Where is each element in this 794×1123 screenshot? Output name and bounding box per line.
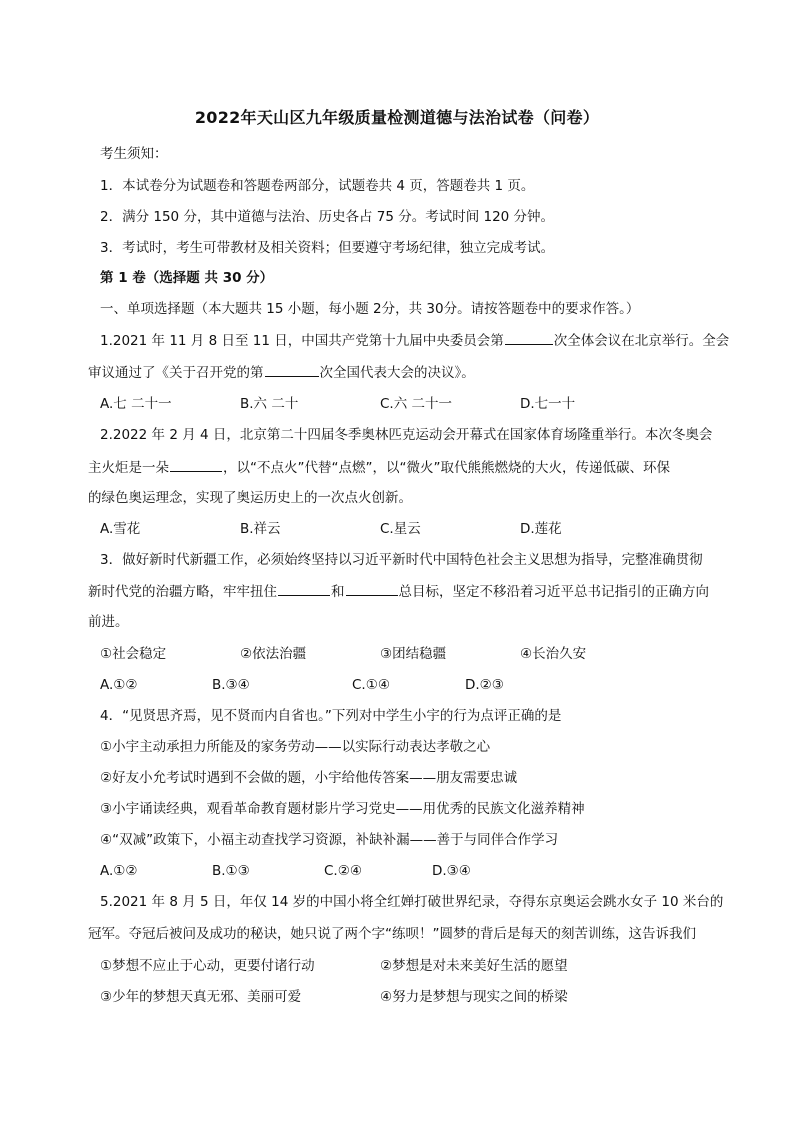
choice-item: ①小宇主动承担力所能及的家务劳动——以实际行动表达孝敬之心: [100, 739, 491, 755]
question-2-line-1: 2.2022 年 2 月 4 日，北京第二十四届冬季奥林匹克运动会开幕式在国家体育场隆重举行。本次冬奥会: [100, 427, 713, 443]
option-c: C.星云: [380, 521, 421, 537]
choice-item: ④长治久安: [520, 646, 587, 662]
option-d: D.②③: [465, 677, 504, 693]
option-b: B.祥云: [240, 521, 281, 537]
answer-blank: [505, 330, 553, 345]
choice-item: ③团结稳疆: [380, 646, 447, 662]
option-a: A.雪花: [100, 521, 141, 537]
answer-blank: [265, 362, 319, 377]
choice-item: ③小宇诵读经典，观看革命教育题材影片学习党史——用优秀的民族文化滋养精神: [100, 801, 585, 817]
notice-heading: 考生须知：: [100, 146, 168, 162]
question-2-line-2: 主火炬是一朵 ，以“不点火”代替“点燃”，以“微火”取代熊熊燃烧的大火，传递低碳、环保: [88, 457, 670, 478]
choice-item: ③少年的梦想天真无邪、美丽可爱: [100, 989, 302, 1005]
option-b: B.六 二十: [240, 396, 299, 412]
option-b: B.③④: [212, 677, 250, 693]
choice-item: ④“双减”政策下，小福主动查找学习资源，补缺补漏——善于与同伴合作学习: [100, 832, 559, 848]
option-a: A.七 二十一: [100, 396, 172, 412]
choice-item: ①梦想不应止于心动，更要付诸行动: [100, 958, 315, 974]
option-d: D.七一十: [520, 396, 576, 412]
question-5-line-1: 5.2021 年 8 月 5 日，年仅 14 岁的中国小将全红婵打破世界纪录，夺得东京奥运会跳水女子 10 米台的: [100, 894, 724, 910]
question-4-stem: 4．“见贤思齐焉，见不贤而内自省也。”下列对中学生小宇的行为点评正确的是: [100, 708, 562, 724]
option-a: A.①②: [100, 863, 138, 879]
question-1-line-1: 1.2021 年 11 月 8 日至 11 日，中国共产党第十九届中央委员会第 次全体会议在北京举行。全会: [100, 330, 729, 351]
question-3-line-3: 前进。: [88, 614, 129, 630]
option-c: C.②④: [324, 863, 362, 879]
choice-item: ①社会稳定: [100, 646, 167, 662]
option-b: B.①③: [212, 863, 250, 879]
notice-item: 1．本试卷分为试题卷和答题卷两部分，试题卷共 4 页，答题卷共 1 页。: [100, 178, 535, 194]
page-title: 2022年天山区九年级质量检测道德与法治试卷（问卷）: [194, 108, 600, 127]
question-5-line-2: 冠军。夺冠后被问及成功的秘诀，她只说了两个字“练呗！”圆梦的背后是每天的刻苦训练，这告诉我们: [88, 926, 696, 942]
answer-blank: [278, 581, 330, 596]
question-3-line-1: 3．做好新时代新疆工作，必须始终坚持以习近平新时代中国特色社会主义思想为指导，完整准确贯彻: [100, 552, 703, 568]
option-d: D.莲花: [520, 521, 562, 537]
answer-blank: [170, 457, 222, 472]
question-2-line-3: 的绿色奥运理念，实现了奥运历史上的一次点火创新。: [88, 490, 412, 506]
choice-item: ④努力是梦想与现实之间的桥梁: [380, 989, 568, 1005]
option-a: A.①②: [100, 677, 138, 693]
notice-item: 2．满分 150 分，其中道德与法治、历史各占 75 分。考试时间 120 分钟。: [100, 209, 555, 225]
option-c: C.六 二十一: [380, 396, 453, 412]
option-d: D.③④: [432, 863, 471, 879]
answer-blank: [346, 581, 398, 596]
choice-item: ②依法治疆: [240, 646, 307, 662]
choice-item: ②好友小允考试时遇到不会做的题，小宇给他传答案——朋友需要忠诚: [100, 770, 518, 786]
section-heading: 第 1 卷（选择题 共 30 分）: [100, 270, 274, 286]
section-instruction: 一、单项选择题（本大题共 15 小题，每小题 2分，共 30分。请按答题卷中的要求作答。）: [100, 301, 640, 317]
question-3-line-2: 新时代党的治疆方略，牢牢扭住 和 总目标，坚定不移沿着习近平总书记指引的正确方向: [88, 581, 709, 602]
option-c: C.①④: [352, 677, 390, 693]
question-1-line-2: 审议通过了《关于召开党的第 次全国代表大会的决议》。: [88, 362, 475, 383]
choice-item: ②梦想是对未来美好生活的愿望: [380, 958, 568, 974]
notice-item: 3．考试时，考生可带教材及相关资料；但要遵守考场纪律，独立完成考试。: [100, 240, 555, 256]
